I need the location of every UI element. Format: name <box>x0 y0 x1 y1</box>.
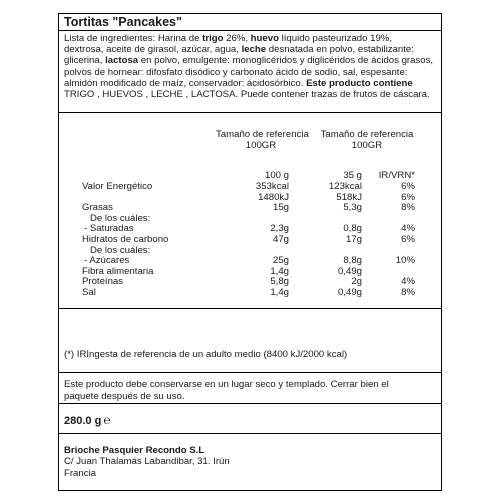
ingredient-allergen: huevo <box>250 33 279 44</box>
ingredient-text: desnatada en polvo, estabilizante: glicerina, <box>64 44 414 67</box>
storage-instructions <box>64 379 389 402</box>
value-per-100g: 15g <box>272 202 289 214</box>
storage-line-1: Este producto debe conservarse en un lugar seco y templado. Cerrar bien el <box>64 379 389 390</box>
percent-reference-intake: 8% <box>401 287 415 298</box>
value-per-100g: 25g <box>272 255 289 267</box>
company-country: Francia <box>64 468 96 479</box>
company-address: C/ Juan Thalamás Labandibar, 31. Irún <box>64 456 230 467</box>
percent-reference-intake: 4% <box>401 223 415 235</box>
value-per-portion: 518kJ <box>336 191 362 203</box>
percent-reference-intake: 6% <box>401 181 415 192</box>
percent-reference-intake: 10% <box>395 255 415 267</box>
reference-size-unit-2: 100GR <box>351 140 383 151</box>
value-per-100g: 47g <box>272 234 289 245</box>
nutrient-label: - Saturadas <box>84 223 134 235</box>
nutrient-label: Grasas <box>82 202 113 214</box>
value-per-100g: 2,3g <box>270 223 289 235</box>
value-per-portion: 0,49g <box>337 265 362 277</box>
ingredient-text: Lista de ingredientes: Harina de <box>64 33 203 44</box>
ingredients-divider <box>58 112 442 113</box>
ir-footnote: (*) IRIngesta de referencia de un adulto medio (8400 kJ/2000 kcal) <box>64 349 348 360</box>
percent-reference-intake: 6% <box>401 191 415 203</box>
percent-reference-intake: 4% <box>401 276 415 288</box>
net-weight: 280.0 g <box>64 415 102 427</box>
weight-divider <box>58 433 442 434</box>
ingredient-allergen: lactosa <box>105 55 139 67</box>
ingredient-allergen: trigo <box>202 33 224 44</box>
reference-size-label-1: Tamaño de referencia <box>216 129 309 140</box>
product-title: Tortitas "Pancakes" <box>64 15 182 29</box>
value-per-100g: 1,4g <box>270 287 289 298</box>
ingredient-text: 26%, <box>223 33 251 44</box>
net-weight-row <box>64 413 111 427</box>
reference-size-header-2 <box>318 129 416 151</box>
ingredient-text: TRIGO , HUEVOS , LECHE , LACTOSA. Puede contener trazas de frutos de cáscara. <box>64 89 430 101</box>
nutrient-label: Proteínas <box>82 276 124 288</box>
portion-35g: 35 g <box>343 170 362 181</box>
ingredient-allergen: leche <box>241 44 267 56</box>
reference-size-label-2: Tamaño de referencia <box>320 129 414 140</box>
value-per-portion: 2g <box>351 276 362 288</box>
footnote-divider <box>58 372 442 373</box>
estimated-sign-icon: ℮ <box>103 413 111 427</box>
nutrient-label: Valor Energético <box>82 181 153 192</box>
value-per-portion: 17g <box>345 234 362 245</box>
portion-100g: 100 g <box>264 170 289 181</box>
ingredients-list <box>64 33 434 100</box>
value-per-portion: 5,3g <box>343 202 362 214</box>
nutrient-label: Hidratos de carbono <box>82 234 169 245</box>
percent-reference-intake: 8% <box>401 202 415 214</box>
ingredient-allergen: Este producto contiene <box>306 77 413 89</box>
company-name: Brioche Pasquier Recondo S.L <box>64 445 205 456</box>
ingredient-text: líquido pasteurizado 19%, dextrosa, aceite de girasol, azúcar, agua, <box>64 33 393 56</box>
nutrient-label: Fibra alimentaria <box>82 265 154 277</box>
value-per-portion: 0,49g <box>337 287 362 298</box>
value-per-portion: 0,8g <box>343 223 362 235</box>
value-per-100g: 353kcal <box>255 181 289 192</box>
value-per-100g: 1480kJ <box>258 191 289 203</box>
nutrient-label: De los cuáles: <box>90 244 151 256</box>
reference-size-header-1 <box>216 129 309 151</box>
nutrient-label: - Azúcares <box>84 255 130 267</box>
value-per-100g: 5,8g <box>270 276 289 288</box>
nutrition-divider <box>58 308 442 309</box>
percent-reference-intake: 6% <box>401 234 415 245</box>
value-per-portion: 123kcal <box>328 181 362 192</box>
value-per-portion: 8,8g <box>343 255 362 267</box>
title-divider <box>58 30 442 31</box>
ingredient-text: en polvo, emulgente: monoglicéridos y diglicéridos de ácidos grasos, polvos de hornear: difosfato disódico y carbonato ácido de sodio, sal, espesante: almidón modificado de maíz, conservador: ácidosórbico. <box>64 55 434 89</box>
value-per-100g: 1,4g <box>270 265 289 277</box>
nutrient-label: Sal <box>82 287 96 298</box>
reference-size-unit-1: 100GR <box>245 140 277 151</box>
nutrient-label: De los cuáles: <box>90 212 151 224</box>
ir-vrn-header: IR/VRN* <box>378 170 415 181</box>
storage-divider <box>58 403 442 404</box>
storage-line-2: paquete después de su uso. <box>64 390 185 402</box>
